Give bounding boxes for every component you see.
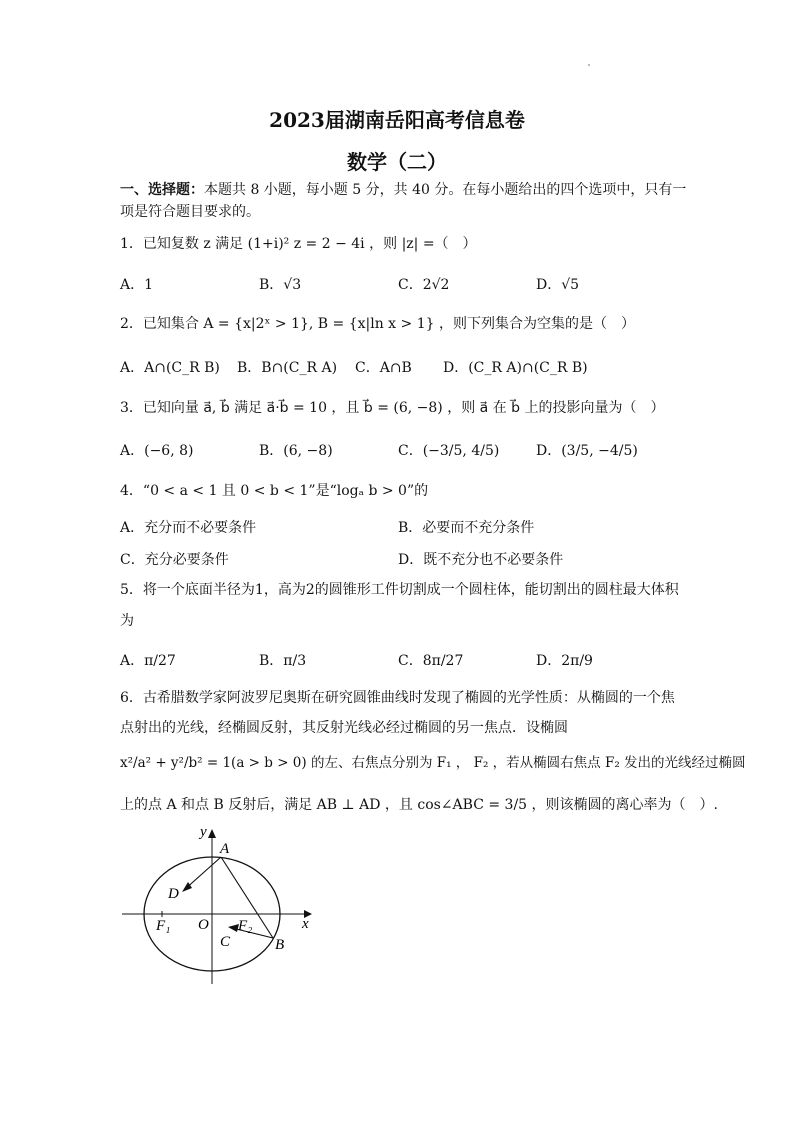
ellipse-reflection-figure <box>118 824 318 994</box>
label-a: A <box>220 841 230 857</box>
question-3-option-d: D．(3/5, −4/5) <box>536 443 638 459</box>
question-6-stem-line3: x²/a² + y²/b² = 1(a > b > 0) 的左、右焦点分别为 F₁ ， F₂ ，若从椭圆右焦点 F₂ 发出的光线经过椭圆 <box>120 755 746 771</box>
label-x: x <box>302 916 309 932</box>
label-d: D <box>168 886 179 902</box>
question-1-option-b: B．√3 <box>259 277 302 293</box>
y-axis-arrow <box>208 829 216 838</box>
question-5-stem-line2: 为 <box>120 613 134 629</box>
question-1-option-c: C．2√2 <box>398 277 450 293</box>
label-c: C <box>220 934 231 950</box>
question-4-option-c: C．充分必要条件 <box>120 552 229 568</box>
label-y: y <box>200 824 207 840</box>
question-6-stem-line4: 上的点 A 和点 B 反射后，满足 AB ⊥ AD ，且 cos∠ABC = 3/5 ，则该椭圆的离心率为（ ）. <box>120 797 718 813</box>
question-2-option-a: A．A∩(C_R B) <box>120 360 220 376</box>
question-1-stem: 1．已知复数 z 满足 (1+i)² z = 2 − 4i ，则 |z| =（ ） <box>120 236 477 252</box>
question-5-stem-line1: 5．将一个底面半径为1，高为2的圆锥形工件切割成一个圆柱体，能切割出的圆柱最大体积 <box>120 582 679 598</box>
question-6-stem-line1: 6．古希腊数学家阿波罗尼奥斯在研究圆锥曲线时发现了椭圆的光学性质：从椭圆的一个焦 <box>120 690 675 706</box>
question-5-option-a: A．π/27 <box>120 653 176 669</box>
question-4-stem: 4．“0 < a < 1 且 0 < b < 1”是“logₐ b > 0”的 <box>120 483 429 499</box>
label-b: B <box>275 937 285 953</box>
section-intro-line2: 项是符合题目要求的。 <box>120 204 260 220</box>
question-2-option-b: B．B∩(C_R A) <box>237 360 338 376</box>
section-intro-line1 <box>120 180 686 200</box>
question-3-stem: 3．已知向量 a⃗, b⃗ 满足 a⃗·b⃗ = 10 ，且 b⃗ = (6, −8) ，则 a⃗ 在 b⃗ 上的投影向量为（ ） <box>120 400 665 416</box>
question-6-stem-line2: 点射出的光线，经椭圆反射，其反射光线必经过椭圆的另一焦点．设椭圆 <box>120 720 568 736</box>
label-f2: F₂ <box>238 918 253 934</box>
question-2-option-d: D．(C_R A)∩(C_R B) <box>443 360 588 376</box>
question-5-option-b: B．π/3 <box>259 653 307 669</box>
question-3-option-b: B．(6, −8) <box>259 443 333 459</box>
label-f1: F₁ <box>156 918 171 934</box>
page-subtitle: 数学（二） <box>347 150 447 174</box>
label-o: O <box>198 917 209 933</box>
question-3-option-a: A．(−6, 8) <box>120 443 194 459</box>
page-title: 2023届湖南岳阳高考信息卷 <box>269 108 525 132</box>
question-1-option-a: A．1 <box>120 277 154 293</box>
question-3-option-c: C．(−3/5, 4/5) <box>398 443 500 459</box>
scan-speck <box>588 64 590 66</box>
question-4-option-d: D．既不充分也不必要条件 <box>398 552 564 568</box>
question-2-stem: 2．已知集合 A = {x|2ˣ > 1}, B = {x|ln x > 1} ，则下列集合为空集的是（ ） <box>120 316 635 332</box>
section-intro-text: 本题共 8 小题，每小题 5 分，共 40 分。在每小题给出的四个选项中，只有一 <box>204 182 687 198</box>
question-1-option-d: D．√5 <box>536 277 580 293</box>
question-2-option-c: C．A∩B <box>355 360 412 376</box>
question-5-option-c: C．8π/27 <box>398 653 464 669</box>
question-4-option-a: A．充分而不必要条件 <box>120 520 257 536</box>
question-5-option-d: D．2π/9 <box>536 653 593 669</box>
section-heading: 一、选择题： <box>120 182 204 198</box>
question-4-option-b: B．必要而不充分条件 <box>398 520 535 536</box>
